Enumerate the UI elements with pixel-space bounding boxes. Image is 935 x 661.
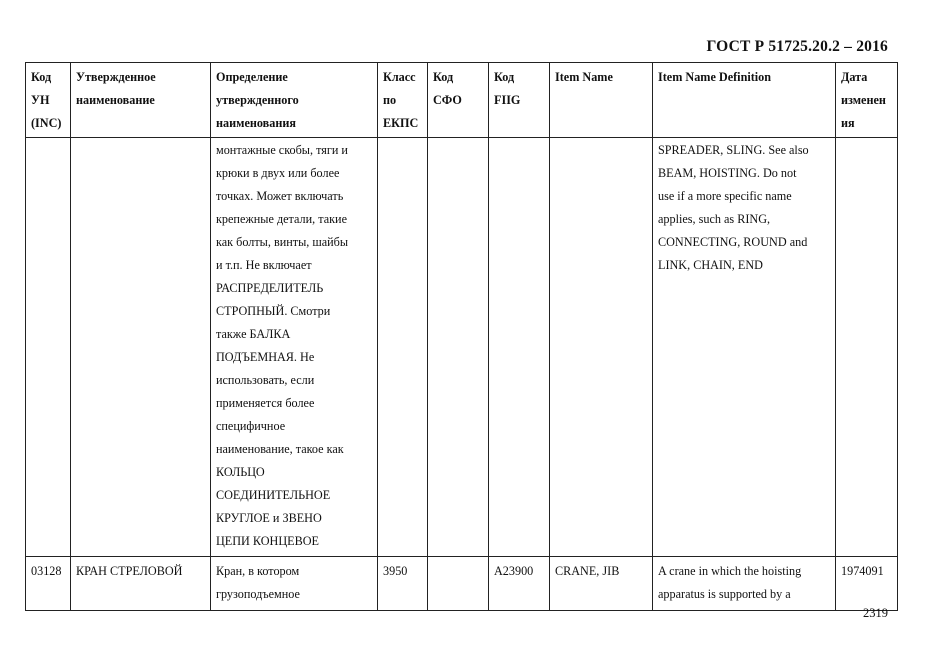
cell-change-date: 1974091: [836, 557, 898, 611]
header-definition: Определение утвержденного наименования: [211, 63, 378, 138]
cell-definition: монтажные скобы, тяги и крюки в двух или более точках. Может включать крепежные детали, такие как болты, винты, шайбы и т.п. Не включает РАСПРЕДЕЛИТЕЛЬ СТРОПНЫЙ. Смотри также БАЛКА ПОДЪЕМНАЯ. Не использовать, если применяется более специфичное наименование, такое как КОЛЬЦО СОЕДИНИТЕЛЬНОЕ КРУГЛОЕ и ЗВЕНО ЦЕПИ КОНЦЕВОЕ: [211, 138, 378, 557]
table-row: [26, 138, 898, 557]
cell-change-date: [836, 138, 898, 557]
cell-class: [378, 138, 428, 557]
cell-sfo: [428, 138, 489, 557]
cell-item-name-definition: A crane in which the hoisting apparatus is supported by a: [653, 557, 836, 611]
cell-item-name: [550, 138, 653, 557]
catalog-table: [25, 62, 898, 611]
table-row: [26, 557, 898, 611]
cell-item-name: CRANE, JIB: [550, 557, 653, 611]
cell-sfo: [428, 557, 489, 611]
cell-inc: [26, 138, 71, 557]
cell-approved-name: КРАН СТРЕЛОВОЙ: [71, 557, 211, 611]
document-title: ГОСТ Р 51725.20.2 – 2016: [706, 38, 888, 55]
cell-inc: 03128: [26, 557, 71, 611]
cell-fiig: [489, 138, 550, 557]
header-sfo: Код СФО: [428, 63, 489, 138]
cell-item-name-definition: SPREADER, SLING. See also BEAM, HOISTING. Do not use if a more specific name applies, such as RING, CONNECTING, ROUND and LINK, CHAIN, END: [653, 138, 836, 557]
table-header-row: [26, 63, 898, 138]
header-class: Класс по ЕКПС: [378, 63, 428, 138]
header-fiig: Код FIIG: [489, 63, 550, 138]
header-item-name: Item Name: [550, 63, 653, 138]
page-number: 2319: [863, 606, 888, 620]
header-change-date: Дата изменен ия: [836, 63, 898, 138]
cell-definition: Кран, в котором грузоподъемное: [211, 557, 378, 611]
header-approved-name: Утвержденное наименование: [71, 63, 211, 138]
cell-class: 3950: [378, 557, 428, 611]
header-item-name-definition: Item Name Definition: [653, 63, 836, 138]
cell-approved-name: [71, 138, 211, 557]
cell-fiig: A23900: [489, 557, 550, 611]
header-inc: Код УН (INC): [26, 63, 71, 138]
